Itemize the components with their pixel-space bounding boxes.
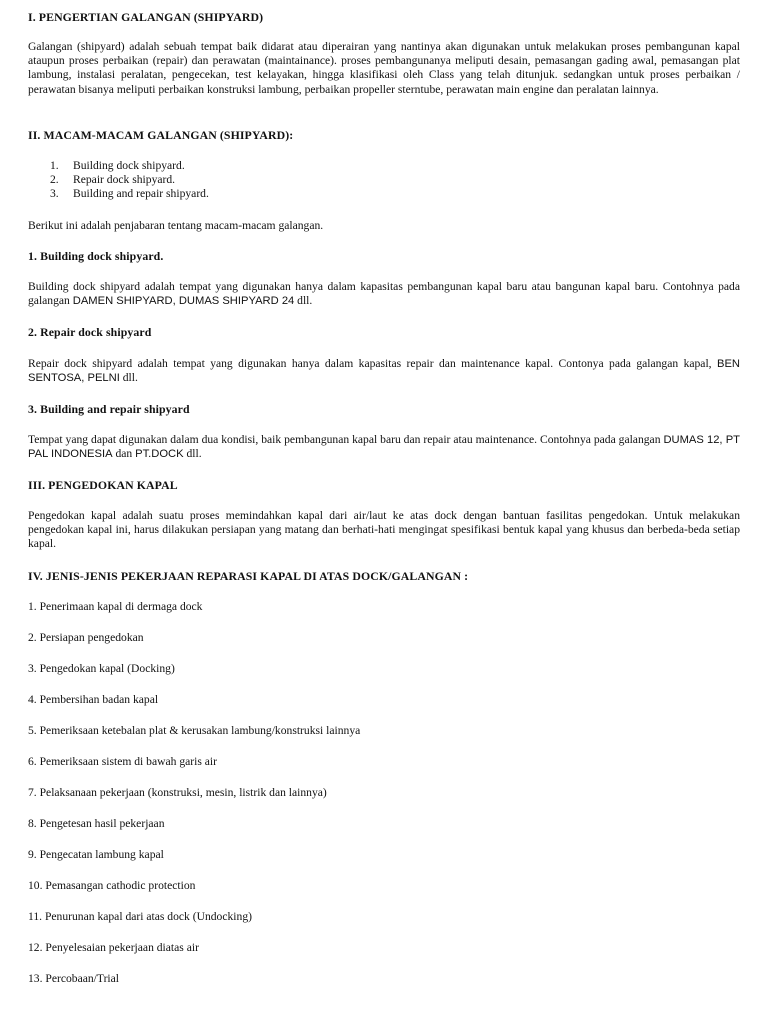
subsection-3-conjunction: dan — [112, 447, 136, 461]
repair-job-item: 13. Percobaan/Trial — [28, 972, 120, 985]
subsection-2-paragraph — [28, 357, 740, 385]
section-3-heading: III. PENGEDOKAN KAPAL — [28, 478, 178, 492]
list-text: Building dock shipyard. — [73, 159, 185, 172]
repair-job-item: 2. Persiapan pengedokan — [28, 631, 144, 644]
shipyard-type-list-item — [50, 159, 185, 173]
subsection-1-paragraph — [28, 280, 740, 308]
subsection-3-heading: 3. Building and repair shipyard — [28, 402, 190, 416]
subsection-2-tail: dll. — [119, 371, 138, 385]
repair-job-item: 6. Pemeriksaan sistem di bawah garis air — [28, 755, 217, 768]
subsection-1-heading: 1. Building dock shipyard. — [28, 249, 164, 263]
repair-job-item: 11. Penurunan kapal dari atas dock (Undocking) — [28, 910, 252, 923]
subsection-1-examples: DAMEN SHIPYARD, DUMAS SHIPYARD 24 — [72, 295, 295, 308]
section-2-intro: Berikut ini adalah penjabaran tentang macam-macam galangan. — [28, 219, 324, 232]
subsection-3-tail: dll. — [183, 447, 202, 461]
repair-job-item: 1. Penerimaan kapal di dermaga dock — [28, 600, 203, 613]
repair-job-item: 7. Pelaksanaan pekerjaan (konstruksi, mesin, listrik dan lainnya) — [28, 786, 327, 799]
repair-job-item: 8. Pengetesan hasil pekerjaan — [28, 817, 165, 830]
subsection-2-text: Repair dock shipyard adalah tempat yang digunakan hanya dalam kapasitas repair dan maintenance kapal. Contonya pada galangan kapal, — [28, 357, 717, 370]
repair-job-item: 3. Pengedokan kapal (Docking) — [28, 662, 175, 675]
subsection-1-text: Building dock shipyard adalah tempat yang digunakan hanya dalam kapasitas pembangunan kapal baru atau bangunan kapal baru. Contohnya pada galangan — [28, 280, 740, 308]
subsection-3-text: Tempat yang dapat digunakan dalam dua kondisi, baik pembangunan kapal baru dan repair atau maintenance. Contohnya pada galangan — [28, 433, 664, 446]
section-1-paragraph: Galangan (shipyard) adalah sebuah tempat baik didarat atau diperairan yang nantinya akan digunakan untuk melakukan proses pembangunan kapal ataupun proses perbaikan (repair) dan perawatan (maintainance). proses pembangunanya meliputi desain, pemasangan gading awal, pemasangan plat lambung, instalasi peralatan, pengecekan, test kelayakan, hingga klasifikasi oleh Class yang telah ditunjuk. sedangkan untuk proses perbaikan / perawatan bisanya meliputi perbaikan konstruksi lambung, perbaikan propeller sterntube, perawatan main engine dan peralatan lainnya. — [28, 40, 740, 96]
list-number: 3. — [50, 187, 59, 200]
shipyard-type-list-item — [50, 173, 175, 187]
repair-job-item: 9. Pengecatan lambung kapal — [28, 848, 164, 861]
repair-job-item: 5. Pemeriksaan ketebalan plat & kerusakan lambung/konstruksi lainnya — [28, 724, 361, 737]
repair-job-item: 10. Pemasangan cathodic protection — [28, 879, 196, 892]
list-text: Building and repair shipyard. — [73, 187, 209, 200]
subsection-3-examples-2: PT.DOCK — [135, 448, 184, 461]
list-number: 1. — [50, 159, 59, 172]
section-3-paragraph: Pengedokan kapal adalah suatu proses memindahkan kapal dari air/laut ke atas dock dengan bantuan fasilitas pengedokan. Untuk melakukan pengedokan kapal ini, harus dilakukan persiapan yang matang dan berhati-hati mengingat spesifikasi bentuk kapal yang khusus dan berbeda-beda setiap kapal. — [28, 509, 740, 551]
repair-job-item: 12. Penyelesaian pekerjaan diatas air — [28, 941, 199, 954]
subsection-1-tail: dll. — [294, 294, 313, 308]
shipyard-type-list-item — [50, 187, 209, 201]
list-number: 2. — [50, 173, 59, 186]
list-text: Repair dock shipyard. — [73, 173, 176, 186]
subsection-2-examples: BEN SENTOSA, PELNI — [28, 358, 740, 385]
section-4-heading: IV. JENIS-JENIS PEKERJAAN REPARASI KAPAL DI ATAS DOCK/GALANGAN : — [28, 569, 469, 583]
subsection-3-paragraph — [28, 433, 740, 461]
subsection-3-examples: DUMAS 12, PT PAL INDONESIA — [28, 434, 740, 461]
subsection-2-heading: 2. Repair dock shipyard — [28, 325, 152, 339]
section-2-heading: II. MACAM-MACAM GALANGAN (SHIPYARD): — [28, 128, 294, 142]
repair-job-item: 4. Pembersihan badan kapal — [28, 693, 159, 706]
section-1-heading: I. PENGERTIAN GALANGAN (SHIPYARD) — [28, 10, 264, 24]
